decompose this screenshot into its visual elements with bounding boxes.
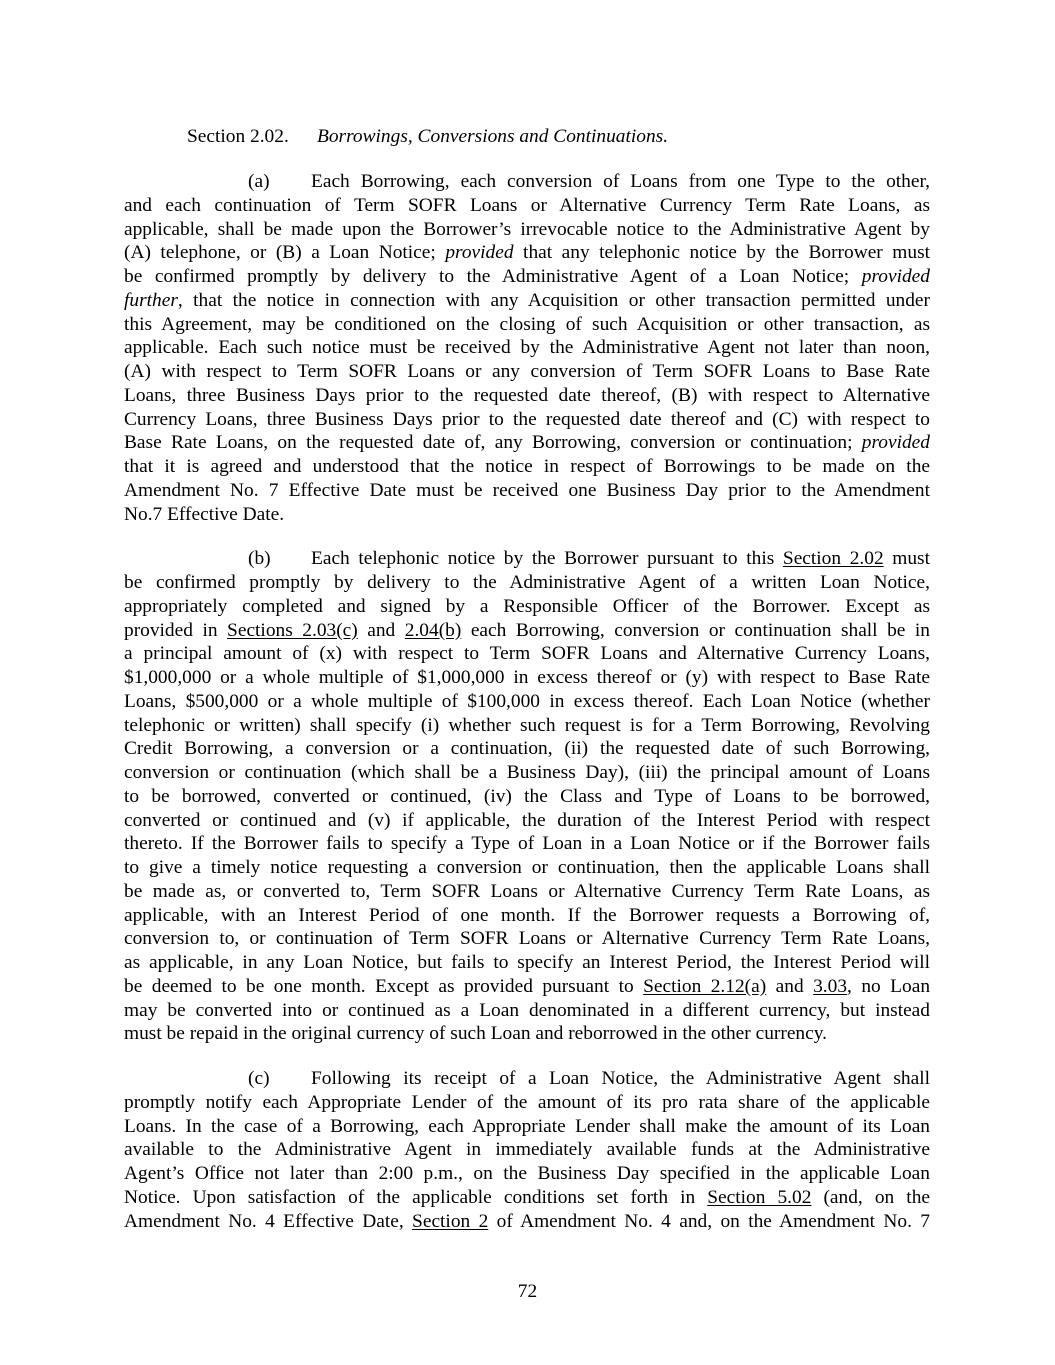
text-line: [124, 170, 930, 194]
text-line: [124, 690, 930, 714]
section-body: [124, 170, 930, 1233]
text-line: [124, 619, 930, 643]
section-reference-link: 2.04(b): [404, 619, 462, 641]
text-segment: provided in: [124, 619, 228, 641]
text-segment: Base Rate Loans, on the requested date of, any Borrowing, conversion or continuation;: [124, 432, 862, 454]
text-line: [124, 194, 930, 218]
text-segment: Each telephonic notice by the Borrower pursuant to this: [311, 548, 783, 570]
text-segment: that it is agreed and understood that the notice in respect of Borrowings to be made on the: [124, 456, 930, 477]
text-line: [124, 241, 930, 265]
text-segment: applicable. Each such notice must be received by the Administrative Agent not later than noon,: [124, 337, 930, 359]
text-segment: and: [357, 619, 405, 641]
text-segment: to be borrowed, converted or continued, (iv) the Class and Type of Loans to be borrowed,: [124, 785, 930, 807]
section-heading: [124, 125, 930, 149]
text-line: [124, 336, 930, 360]
text-line: [124, 289, 930, 313]
text-line: [124, 547, 930, 571]
text-segment: appropriately completed and signed by a Responsible Officer of the Borrower. Except as: [124, 595, 930, 617]
text-line: [124, 1091, 930, 1115]
text-line: [124, 571, 930, 595]
text-line: [124, 1115, 930, 1139]
text-line: [124, 265, 930, 289]
text-segment: , that the notice in connection with any Acquisition or other transaction permitted under: [177, 289, 930, 311]
text-line: [124, 642, 930, 666]
paragraph-a: [124, 170, 930, 526]
text-line: [124, 761, 930, 785]
document-page: [124, 125, 930, 1233]
emphasis-text: further: [124, 289, 178, 311]
text-segment: (A) telephone, or (B) a Loan Notice;: [124, 242, 446, 264]
text-segment: available to the Administrative Agent in immediately available funds at the Administrative: [124, 1139, 930, 1161]
text-line: [124, 785, 930, 809]
text-segment: Following its receipt of a Loan Notice, the Administrative Agent shall: [311, 1068, 930, 1089]
text-segment: be confirmed promptly by delivery to the Administrative Agent of a Loan Notice;: [124, 266, 862, 287]
text-segment: be made as, or converted to, Term SOFR Loans or Alternative Currency Term Rate Loans, as: [124, 880, 930, 902]
text-segment: converted or continued and (v) if applicable, the duration of the Interest Period with respect: [124, 809, 930, 831]
text-segment: Amendment No. 4 Effective Date,: [124, 1210, 413, 1232]
text-segment: of Amendment No. 4 and, on the Amendment No. 7: [488, 1210, 930, 1232]
text-segment: $1,000,000 or a whole multiple of $1,000,000 in excess thereof or (y) with respect to Base Rate: [124, 667, 930, 688]
emphasis-text: provided: [445, 242, 514, 264]
section-reference-link: Section 2.02: [782, 548, 884, 570]
paragraph-label: (c): [248, 1068, 270, 1089]
text-segment: Loans, three Business Days prior to the requested date thereof, (B) with respect to Alternative: [124, 384, 930, 406]
text-segment: be confirmed promptly by delivery to the Administrative Agent of a written Loan Notice,: [124, 572, 930, 593]
text-segment: Currency Loans, three Business Days prior to the requested date thereof and (C) with respect to: [124, 408, 930, 430]
section-title: Borrowings, Conversions and Continuations.: [317, 126, 669, 147]
text-segment: must: [883, 548, 930, 570]
text-line: [124, 1138, 930, 1162]
text-segment: and: [766, 975, 814, 997]
section-reference-link: Section 5.02: [707, 1186, 812, 1208]
text-segment: Agent’s Office not later than 2:00 p.m., on the Business Day specified in the applicable Loan: [124, 1163, 930, 1184]
text-line: [124, 1162, 930, 1186]
text-line: [124, 880, 930, 904]
section-number: Section 2.02.: [187, 126, 289, 147]
text-line: [124, 384, 930, 408]
text-line: [124, 479, 930, 503]
text-segment: to give a timely notice requesting a conversion or continuation, then the applicable Loans shall: [124, 857, 930, 878]
paragraph-label: (a): [248, 171, 270, 192]
text-segment: Each Borrowing, each conversion of Loans from one Type to the other,: [311, 171, 930, 192]
text-segment: Loans. In the case of a Borrowing, each Appropriate Lender shall make the amount of its Loan: [124, 1115, 930, 1137]
section-reference-link: 3.03: [813, 975, 848, 997]
text-segment: applicable, shall be made upon the Borrower’s irrevocable notice to the Administrative Agent by: [124, 218, 930, 240]
page-number: 72: [517, 1281, 538, 1302]
section-reference-link: Sections 2.03(c): [227, 619, 358, 641]
text-line: [124, 951, 930, 975]
text-line: [124, 1067, 930, 1091]
text-segment: as applicable, in any Loan Notice, but fails to specify an Interest Period, the Interest Period will: [124, 952, 930, 973]
text-segment: promptly notify each Appropriate Lender of the amount of its pro rata share of the applicable: [124, 1091, 930, 1113]
text-line: [124, 856, 930, 880]
text-line: [124, 832, 930, 856]
text-segment: conversion or continuation (which shall be a Business Day), (iii) the principal amount of Loans: [124, 762, 930, 783]
text-segment: , no Loan: [847, 975, 931, 997]
paragraph-label: (b): [248, 548, 271, 570]
text-segment: be deemed to be one month. Except as provided pursuant to: [124, 975, 644, 997]
text-segment: telephonic or written) shall specify (i) whether such request is for a Term Borrowing, Revolving: [124, 714, 930, 736]
text-segment: Loans, $500,000 or a whole multiple of $100,000 in excess thereof. Each Loan Notice (whether: [124, 690, 930, 712]
text-segment: thereto. If the Borrower fails to specify a Type of Loan in a Loan Notice or if the Borrower fails: [124, 833, 930, 855]
text-segment: a principal amount of (x) with respect to Term SOFR Loans and Alternative Currency Loans,: [124, 643, 930, 665]
text-line: [124, 1186, 930, 1210]
text-line: [124, 1210, 930, 1234]
text-segment: Amendment No. 7 Effective Date must be received one Business Day prior to the Amendment: [124, 479, 930, 501]
text-line: [124, 714, 930, 738]
text-line: [124, 503, 930, 527]
section-reference-link: Section 2: [412, 1210, 489, 1232]
text-segment: each Borrowing, conversion or continuation shall be in: [461, 619, 930, 641]
text-segment: conversion to, or continuation of Term SOFR Loans or Alternative Currency Term Rate Loans,: [124, 928, 930, 950]
text-line: [124, 927, 930, 951]
section-reference-link: Section 2.12(a): [643, 975, 767, 997]
text-line: [124, 809, 930, 833]
text-segment: and each continuation of Term SOFR Loans or Alternative Currency Term Rate Loans, as: [124, 194, 930, 216]
text-segment: Notice. Upon satisfaction of the applicable conditions set forth in: [124, 1186, 708, 1208]
text-line: [124, 218, 930, 242]
text-line: [124, 999, 930, 1023]
text-segment: applicable, with an Interest Period of one month. If the Borrower requests a Borrowing of,: [124, 904, 930, 926]
text-line: [124, 666, 930, 690]
text-segment: must be repaid in the original currency of such Loan and reborrowed in the other currency.: [124, 1023, 828, 1045]
text-line: [124, 431, 930, 455]
text-segment: No.7 Effective Date.: [124, 503, 285, 525]
text-line: [124, 313, 930, 337]
text-segment: may be converted into or continued as a Loan denominated in a different currency, but instead: [124, 999, 930, 1021]
text-line: [124, 737, 930, 761]
text-segment: (A) with respect to Term SOFR Loans or any conversion of Term SOFR Loans to Base Rate: [124, 361, 930, 382]
emphasis-text: provided: [861, 266, 930, 287]
emphasis-text: provided: [861, 432, 930, 454]
text-line: [124, 975, 930, 999]
text-segment: that any telephonic notice by the Borrower must: [513, 242, 930, 264]
text-segment: this Agreement, may be conditioned on the closing of such Acquisition or other transaction, as: [124, 313, 930, 335]
text-line: [124, 904, 930, 928]
text-line: [124, 595, 930, 619]
text-line: [124, 360, 930, 384]
text-segment: Credit Borrowing, a conversion or a continuation, (ii) the requested date of such Borrowing,: [124, 738, 930, 760]
text-line: [124, 455, 930, 479]
text-segment: (and, on the: [811, 1186, 930, 1208]
text-line: [124, 1022, 930, 1046]
text-line: [124, 408, 930, 432]
paragraph-c: [124, 1067, 930, 1233]
paragraph-b: [124, 547, 930, 1046]
